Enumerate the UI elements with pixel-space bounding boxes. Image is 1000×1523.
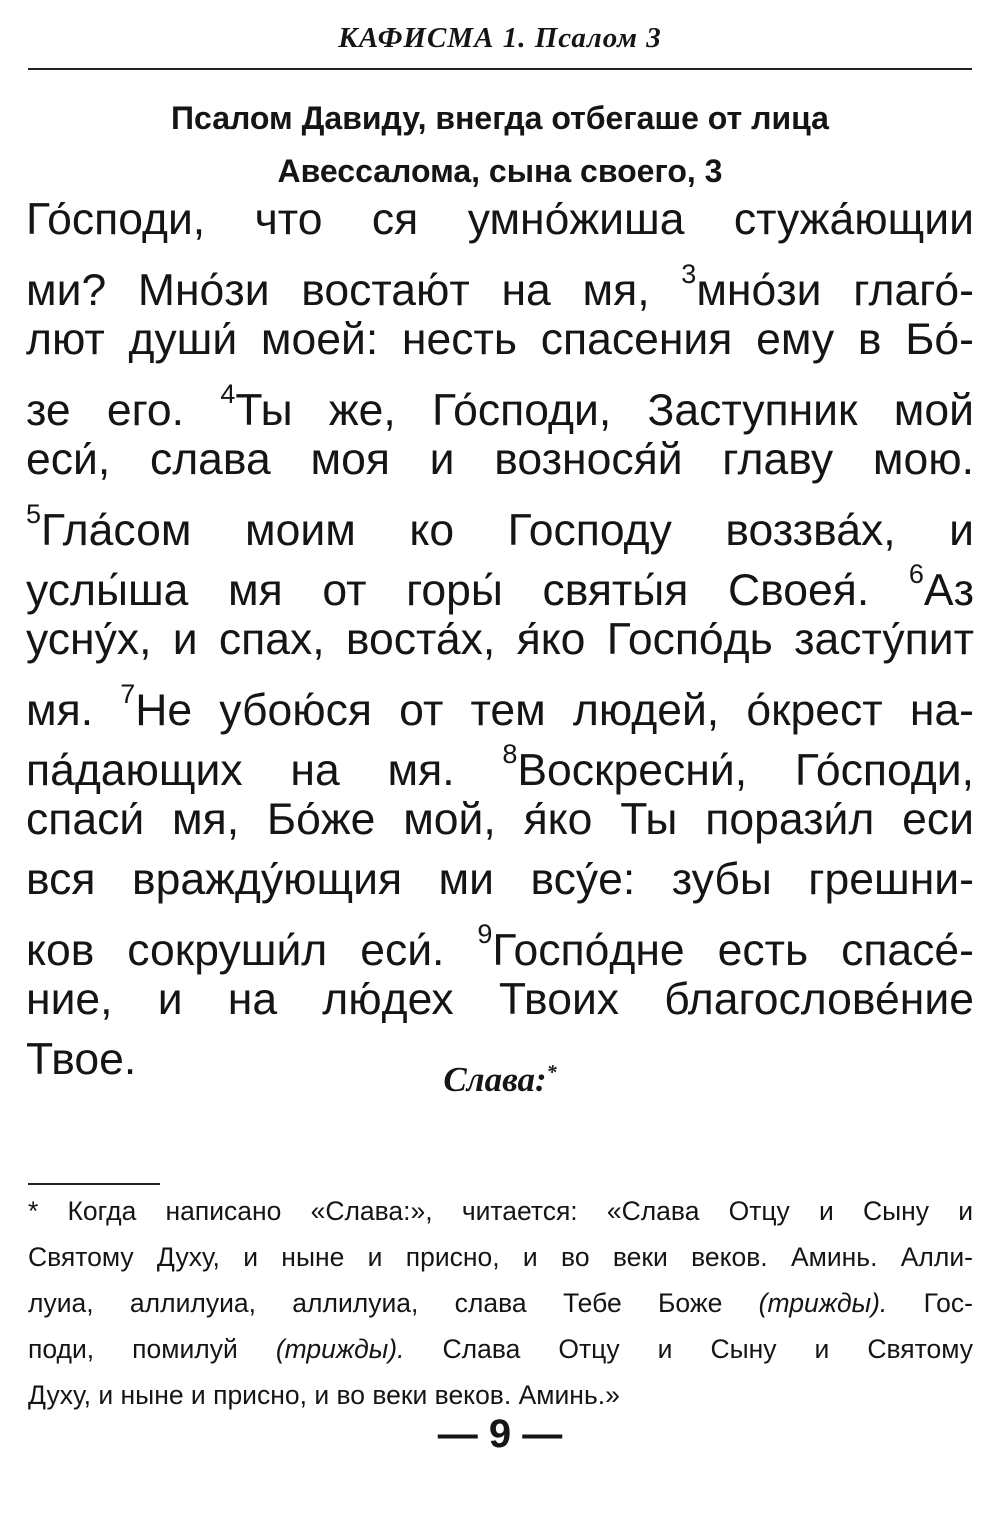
page-number: — 9 —	[437, 1412, 563, 1456]
footnote-mark: *	[546, 1061, 557, 1084]
psalm-line: мя. $^7$Не убою́ся от тем людей, о́крест на-	[26, 679, 974, 735]
verse-number: 7	[120, 679, 136, 709]
psalm-line: ние, и на лю́дех Твоих благослове́ние	[26, 975, 974, 1024]
psalm-line: спаси́ мя, Бо́же мой, я́ко Ты порази́л еси	[26, 795, 974, 844]
psalm-line: вся вражду́ющия ми всу́е: зубы грешни-	[26, 855, 974, 904]
running-head: КАФИСМА 1. Псалом 3	[338, 22, 662, 54]
psalm-line: еси́, слава моя и вознося́й главу мою.	[26, 435, 974, 484]
verse-number: 5	[26, 499, 42, 529]
verse-number: 8	[502, 739, 518, 769]
footnote-line: поди, помилуй (трижды). Слава Отцу и Сыну и Святому	[28, 1334, 973, 1364]
footnote-line: * Когда написано «Слава:», читается: «Слава Отцу и Сыну и	[28, 1196, 973, 1226]
psalm-line: услы́ша мя от горы́ святы́я Своея́. $^6$Аз	[26, 559, 974, 615]
psalm-line: усну́х, и спах, воста́х, я́ко Госпо́дь засту́пит	[26, 615, 974, 664]
psalm-line: $^5$Гла́сом моим ко Господу воззва́х, и	[26, 499, 974, 555]
psalm-line: ми? Мно́зи востаю́т на мя, $^3$мно́зи глаго́-	[26, 259, 974, 315]
verse-number: 6	[908, 559, 924, 589]
header-rule	[28, 68, 972, 70]
psalm-title: Псалом Давиду, внегда отбегаше от лица Авессалома, сына своего, 3	[171, 100, 829, 189]
psalm-line: Твое.	[26, 1035, 137, 1084]
psalm-line: лют души́ моей: несть спасения ему в Бо́-	[26, 315, 974, 364]
psalm-line: Го́споди, что ся умно́жиша стужа́ющии	[26, 195, 974, 244]
psalm-line: ков сокруши́л еси́. $^9$Госпо́дне есть спасе́-	[26, 919, 974, 975]
footnote-line: луиа, аллилуиа, аллилуиа, слава Тебе Боже (трижды). Гос-	[28, 1288, 973, 1318]
verse-number: 9	[477, 919, 493, 949]
psalm-line: па́дающих на мя. $^8$Воскресни́, Го́споди,	[26, 739, 974, 795]
verse-number: 4	[220, 379, 236, 409]
psalm-line: зе его. $^4$Ты же, Го́споди, Заступник мой	[26, 379, 974, 435]
footnote-line: Святому Духу, и ныне и присно, и во веки веков. Аминь. Алли-	[28, 1242, 973, 1272]
gloria-heading: Слава:*	[443, 1060, 557, 1099]
footnote-line: Духу, и ныне и присно, и во веки веков. Аминь.»	[28, 1380, 620, 1410]
footnote-rule	[28, 1183, 160, 1185]
verse-number: 3	[681, 259, 697, 289]
